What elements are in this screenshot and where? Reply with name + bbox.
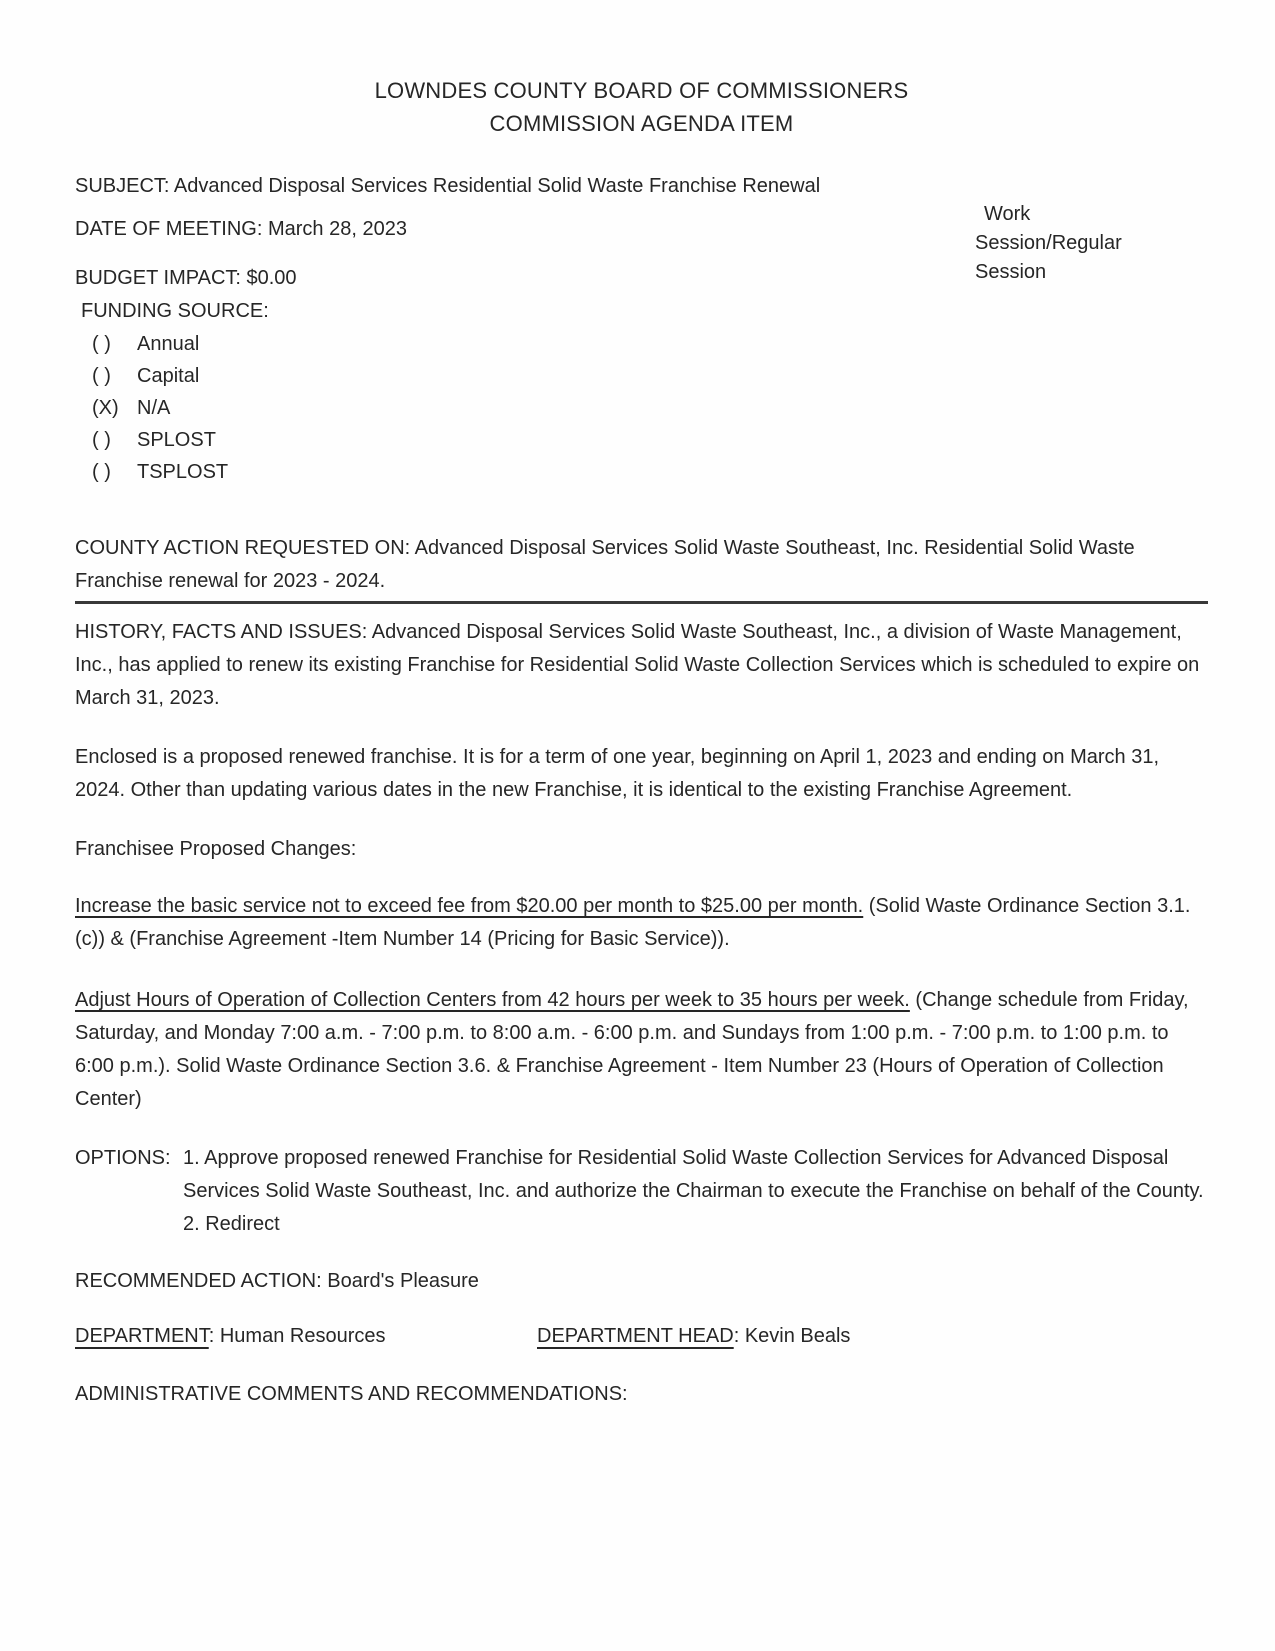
option-1-text: 1. Approve proposed renewed Franchise for Residential Solid Waste Collection Services for Advanced Disposal Services Solid Waste Southeast, Inc. and authorize the Chairman to execute the Franchise on behalf of the County. (183, 1147, 1204, 1202)
change-1-underlined-text: Increase the basic service not to exceed fee from $20.00 per month to $25.00 per month. (75, 895, 864, 917)
funding-options-list (92, 328, 1208, 488)
history-facts-paragraph: HISTORY, FACTS AND ISSUES: Advanced Disposal Services Solid Waste Southeast, Inc., a division of Waste Management, Inc., has applied to renew its existing Franchise for Residential Solid Waste Collection Services which is scheduled to expire on March 31, 2023. (75, 621, 1200, 709)
change-2-underlined-text: Adjust Hours of Operation of Collection Centers from 42 hours per week to 35 hours per week. (75, 989, 910, 1011)
department-head-value: : Kevin Beals (733, 1325, 851, 1347)
subject-line: SUBJECT: Advanced Disposal Services Residential Solid Waste Franchise Renewal (75, 175, 821, 197)
funding-option-label: SPLOST (137, 429, 216, 451)
department-row (75, 1320, 1208, 1353)
funding-source-label: FUNDING SOURCE: (81, 300, 269, 322)
checkbox-mark: ( ) (92, 333, 111, 355)
checkbox-mark: ( ) (92, 429, 111, 451)
change-2-rest-text: (Change schedule from Friday, Saturday, and Monday 7:00 a.m. - 7:00 p.m. to 8:00 a.m. - 6:00 p.m. and Sundays from 1:00 p.m. - 7:00 p.m. to 1:00 p.m. to 6:00 p.m.). Solid Waste Ordinance Section 3.6. & Franchise Agreement - Item Number 23 (Hours of Operation of Collection Center) (75, 989, 1189, 1110)
administrative-comments-heading: ADMINISTRATIVE COMMENTS AND RECOMMENDATIONS: (75, 1383, 628, 1405)
meeting-type-line: Session/Regular (975, 232, 1122, 254)
department-label: DEPARTMENT (75, 1325, 209, 1347)
section-divider (75, 601, 1208, 604)
options-content (183, 1142, 1208, 1241)
checkbox-mark-checked: (X) (92, 397, 119, 419)
title-line-1: LOWNDES COUNTY BOARD OF COMMISSIONERS (374, 78, 909, 103)
meeting-type-line: Work (984, 203, 1031, 225)
enclosed-paragraph: Enclosed is a proposed renewed franchise. It is for a term of one year, beginning on April 1, 2023 and ending on March 31, 2024. Other than updating various dates in the new Franchise, it is identical to the existing Franchise Agreement. (75, 746, 1160, 801)
change-1-rest-text: (Solid Waste Ordinance Section 3.1.(c)) & (Franchise Agreement -Item Number 14 (Pricing for Basic Service)). (75, 895, 1191, 950)
option-2-text: 2. Redirect (183, 1213, 280, 1235)
funding-option-label: TSPLOST (137, 461, 229, 483)
change-2-paragraph (75, 984, 1208, 1116)
budget-impact-line: BUDGET IMPACT: $0.00 (75, 267, 297, 289)
proposed-changes-heading: Franchisee Proposed Changes: (75, 838, 357, 860)
funding-option-splost (92, 424, 1208, 456)
department-head-label: DEPARTMENT HEAD (537, 1325, 734, 1347)
budget-funding-block (75, 262, 1208, 488)
checkbox-mark: ( ) (92, 365, 111, 387)
options-block (75, 1142, 1208, 1241)
funding-option-label: Capital (137, 365, 200, 387)
options-label: OPTIONS: (75, 1147, 171, 1169)
funding-option-capital (92, 360, 1208, 392)
title-line-2: COMMISSION AGENDA ITEM (489, 111, 794, 136)
change-1-paragraph (75, 890, 1208, 956)
funding-option-label: Annual (137, 333, 200, 355)
checkbox-mark: ( ) (92, 461, 111, 483)
department-head-field (537, 1320, 850, 1353)
meeting-type-note (975, 200, 1150, 287)
meeting-type-line: Session (975, 261, 1047, 283)
recommended-action-line: RECOMMENDED ACTION: Board's Pleasure (75, 1270, 479, 1292)
funding-option-tsplost (92, 456, 1208, 488)
department-value: : Human Resources (208, 1325, 386, 1347)
funding-option-na (92, 392, 1208, 424)
county-action-paragraph: COUNTY ACTION REQUESTED ON: Advanced Disposal Services Solid Waste Southeast, Inc. Residential Solid Waste Franchise renewal for 2023 - 2024. (75, 537, 1135, 592)
document-header (75, 74, 1208, 140)
date-of-meeting-line: DATE OF MEETING: March 28, 2023 (75, 218, 407, 240)
funding-option-label: N/A (137, 397, 171, 419)
funding-option-annual (92, 328, 1208, 360)
department-field (75, 1320, 537, 1353)
